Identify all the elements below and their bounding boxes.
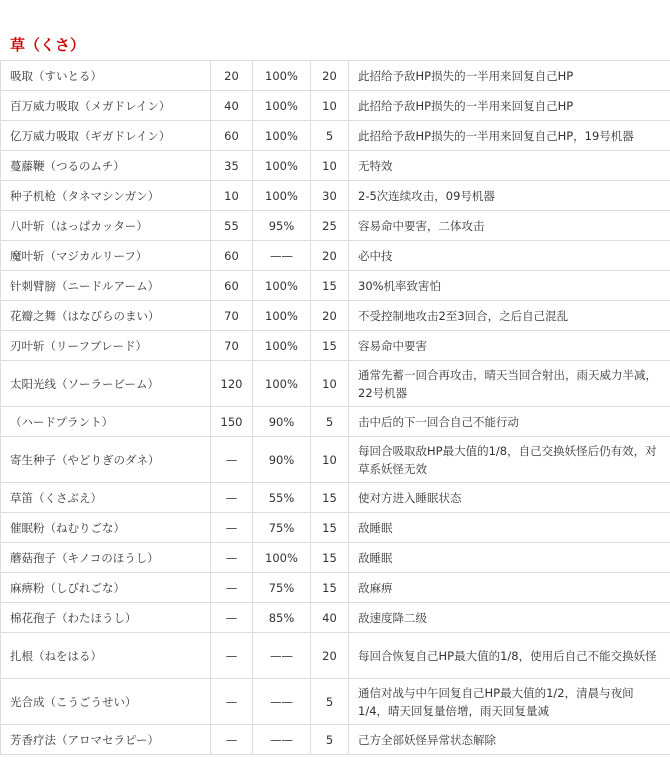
move-name-cell: 百万威力吸取（メガドレイン）	[1, 91, 211, 121]
move-name-cell: 寄生种子（やどりぎのダネ）	[1, 437, 211, 483]
move-power-cell: 120	[211, 361, 253, 407]
move-pp-cell: 30	[311, 181, 349, 211]
move-power-cell: 40	[211, 91, 253, 121]
move-pp-cell: 5	[311, 725, 349, 755]
move-effect-cell: 无特效	[349, 151, 670, 181]
move-power-cell: 70	[211, 331, 253, 361]
move-power-cell: —	[211, 513, 253, 543]
move-accuracy-cell: 100%	[253, 121, 311, 151]
move-power-cell: 150	[211, 407, 253, 437]
table-row	[1, 725, 670, 755]
table-row	[1, 437, 670, 483]
move-accuracy-cell: 100%	[253, 91, 311, 121]
move-name-cell: 麻痹粉（しびれごな）	[1, 573, 211, 603]
table-row	[1, 151, 670, 181]
move-effect-cell: 己方全部妖怪异常状态解除	[349, 725, 670, 755]
table-row	[1, 573, 670, 603]
table-row	[1, 633, 670, 679]
table-row	[1, 61, 670, 91]
move-name-cell: （ハードプラント）	[1, 407, 211, 437]
move-power-cell: —	[211, 603, 253, 633]
move-name-cell: 棉花孢子（わたほうし）	[1, 603, 211, 633]
move-accuracy-cell: ——	[253, 633, 311, 679]
table-row	[1, 331, 670, 361]
move-name-cell: 催眠粉（ねむりごな）	[1, 513, 211, 543]
move-power-cell: —	[211, 573, 253, 603]
move-power-cell: 70	[211, 301, 253, 331]
move-pp-cell: 20	[311, 633, 349, 679]
move-power-cell: 55	[211, 211, 253, 241]
move-effect-cell: 通信对战与中午回复自己HP最大值的1/2，清晨与夜间1/4，晴天回复量倍增，雨天回复量减	[349, 679, 670, 725]
move-effect-cell: 容易命中要害，二体攻击	[349, 211, 670, 241]
move-effect-cell: 敌睡眠	[349, 513, 670, 543]
move-pp-cell: 15	[311, 331, 349, 361]
move-power-cell: 10	[211, 181, 253, 211]
move-name-cell: 太阳光线（ソーラービーム）	[1, 361, 211, 407]
move-name-cell: 八叶斩（はっぱカッター）	[1, 211, 211, 241]
move-pp-cell: 15	[311, 573, 349, 603]
move-effect-cell: 此招给予敌HP损失的一半用来回复自己HP	[349, 61, 670, 91]
table-row	[1, 513, 670, 543]
move-effect-cell: 通常先蓄一回合再攻击，晴天当回合射出，雨天威力半减，22号机器	[349, 361, 670, 407]
move-name-cell: 蔓藤鞭（つるのムチ）	[1, 151, 211, 181]
section-title: 草（くさ）	[10, 36, 86, 54]
move-pp-cell: 5	[311, 679, 349, 725]
table-row	[1, 483, 670, 513]
move-name-cell: 花瓣之舞（はなびらのまい）	[1, 301, 211, 331]
move-accuracy-cell: 55%	[253, 483, 311, 513]
move-effect-cell: 容易命中要害	[349, 331, 670, 361]
move-pp-cell: 10	[311, 91, 349, 121]
move-power-cell: 60	[211, 271, 253, 301]
move-accuracy-cell: 100%	[253, 61, 311, 91]
move-accuracy-cell: 100%	[253, 271, 311, 301]
move-pp-cell: 10	[311, 361, 349, 407]
table-row	[1, 181, 670, 211]
table-row	[1, 241, 670, 271]
move-pp-cell: 15	[311, 513, 349, 543]
table-row	[1, 301, 670, 331]
move-power-cell: 60	[211, 121, 253, 151]
move-effect-cell: 击中后的下一回合自己不能行动	[349, 407, 670, 437]
move-accuracy-cell: 75%	[253, 513, 311, 543]
move-effect-cell: 必中技	[349, 241, 670, 271]
move-accuracy-cell: 100%	[253, 331, 311, 361]
move-accuracy-cell: ——	[253, 679, 311, 725]
move-pp-cell: 15	[311, 543, 349, 573]
table-row	[1, 211, 670, 241]
move-accuracy-cell: 90%	[253, 437, 311, 483]
move-power-cell: —	[211, 633, 253, 679]
move-name-cell: 光合成（こうごうせい）	[1, 679, 211, 725]
move-accuracy-cell: 100%	[253, 301, 311, 331]
table-row	[1, 91, 670, 121]
move-accuracy-cell: 95%	[253, 211, 311, 241]
move-pp-cell: 20	[311, 301, 349, 331]
move-name-cell: 蘑菇孢子（キノコのほうし）	[1, 543, 211, 573]
move-pp-cell: 10	[311, 437, 349, 483]
move-pp-cell: 15	[311, 483, 349, 513]
table-row	[1, 407, 670, 437]
move-power-cell: —	[211, 543, 253, 573]
move-effect-cell: 30%机率致害怕	[349, 271, 670, 301]
move-name-cell: 芳香疗法（アロマセラピー）	[1, 725, 211, 755]
move-effect-cell: 每回合吸取敌HP最大值的1/8，自己交换妖怪后仍有效，对草系妖怪无效	[349, 437, 670, 483]
move-accuracy-cell: 75%	[253, 573, 311, 603]
move-accuracy-cell: ——	[253, 725, 311, 755]
move-name-cell: 草笛（くさぶえ）	[1, 483, 211, 513]
table-row	[1, 361, 670, 407]
move-pp-cell: 15	[311, 271, 349, 301]
move-name-cell: 魔叶斩（マジカルリーフ）	[1, 241, 211, 271]
move-name-cell: 扎根（ねをはる）	[1, 633, 211, 679]
move-accuracy-cell: 100%	[253, 151, 311, 181]
move-effect-cell: 敌速度降二级	[349, 603, 670, 633]
move-name-cell: 针刺臂膀（ニードルアーム）	[1, 271, 211, 301]
move-pp-cell: 20	[311, 61, 349, 91]
move-power-cell: —	[211, 725, 253, 755]
move-effect-cell: 此招给予敌HP损失的一半用来回复自己HP，19号机器	[349, 121, 670, 151]
move-name-cell: 亿万威力吸取（ギガドレイン）	[1, 121, 211, 151]
table-row	[1, 121, 670, 151]
move-accuracy-cell: 100%	[253, 361, 311, 407]
move-effect-cell: 不受控制地攻击2至3回合，之后自己混乱	[349, 301, 670, 331]
move-name-cell: 刃叶斩（リーフブレード）	[1, 331, 211, 361]
move-table	[0, 60, 670, 755]
move-power-cell: —	[211, 679, 253, 725]
move-pp-cell: 5	[311, 407, 349, 437]
table-row	[1, 543, 670, 573]
move-accuracy-cell: 90%	[253, 407, 311, 437]
move-effect-cell: 使对方进入睡眠状态	[349, 483, 670, 513]
move-effect-cell: 每回合恢复自己HP最大值的1/8，使用后自己不能交换妖怪	[349, 633, 670, 679]
move-pp-cell: 20	[311, 241, 349, 271]
table-row	[1, 679, 670, 725]
move-accuracy-cell: 85%	[253, 603, 311, 633]
table-row	[1, 603, 670, 633]
move-power-cell: 20	[211, 61, 253, 91]
move-name-cell: 种子机枪（タネマシンガン）	[1, 181, 211, 211]
move-pp-cell: 25	[311, 211, 349, 241]
move-accuracy-cell: 100%	[253, 543, 311, 573]
table-row	[1, 271, 670, 301]
move-effect-cell: 此招给予敌HP损失的一半用来回复自己HP	[349, 91, 670, 121]
move-pp-cell: 5	[311, 121, 349, 151]
move-power-cell: 60	[211, 241, 253, 271]
move-power-cell: —	[211, 437, 253, 483]
move-pp-cell: 10	[311, 151, 349, 181]
move-effect-cell: 2-5次连续攻击，09号机器	[349, 181, 670, 211]
move-effect-cell: 敌麻痹	[349, 573, 670, 603]
move-pp-cell: 40	[311, 603, 349, 633]
move-effect-cell: 敌睡眠	[349, 543, 670, 573]
move-name-cell: 吸取（すいとる）	[1, 61, 211, 91]
move-power-cell: 35	[211, 151, 253, 181]
move-accuracy-cell: 100%	[253, 181, 311, 211]
move-power-cell: —	[211, 483, 253, 513]
move-table-body	[1, 61, 670, 755]
move-accuracy-cell: ——	[253, 241, 311, 271]
